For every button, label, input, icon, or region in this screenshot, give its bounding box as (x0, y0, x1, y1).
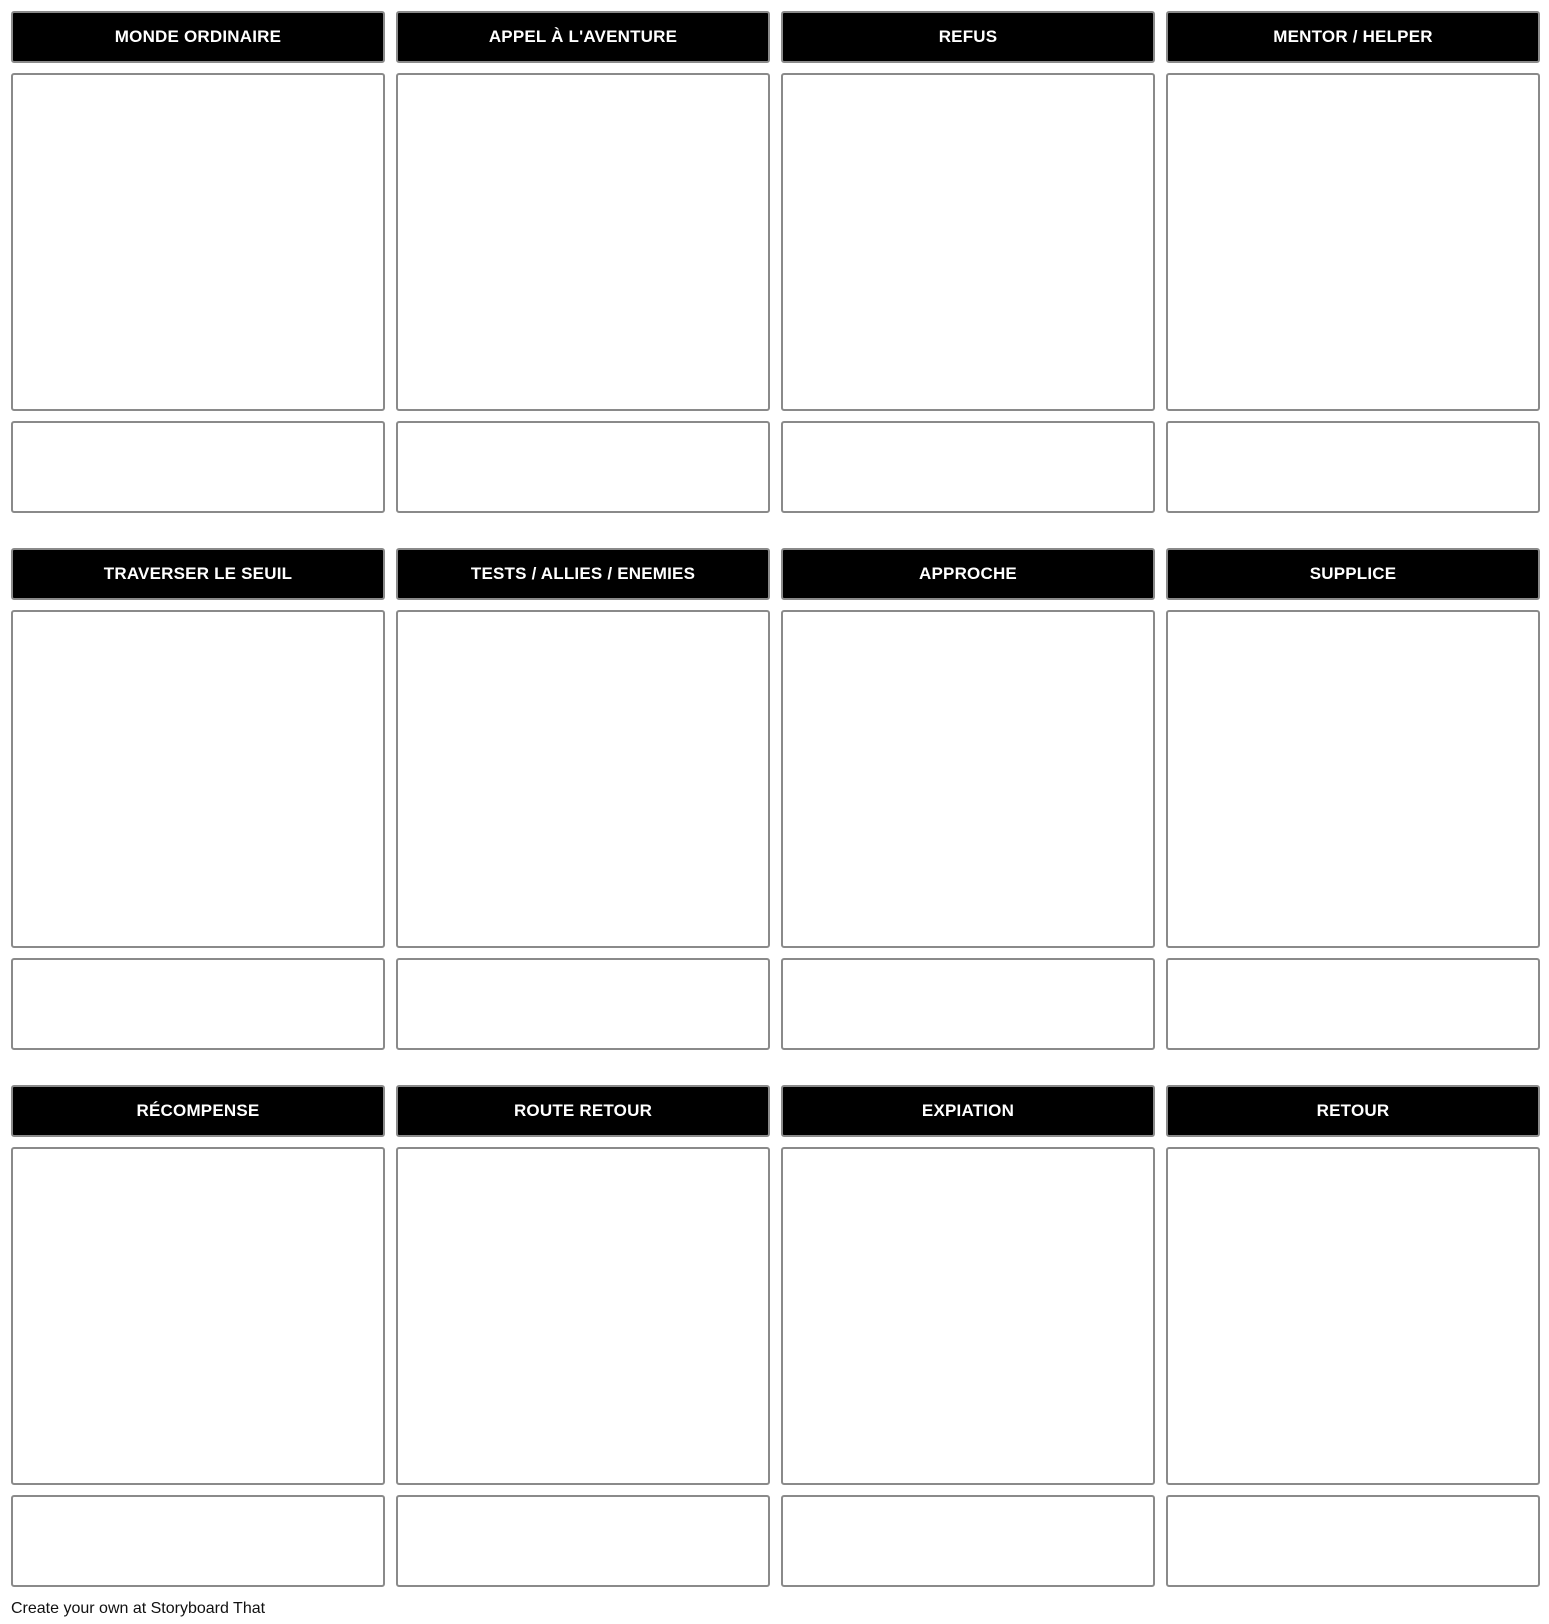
cell-title: RÉCOMPENSE (11, 1085, 385, 1137)
footer-credit: Create your own at Storyboard That (11, 1600, 266, 1617)
cell-description-area[interactable] (11, 1495, 385, 1587)
cell-title: TRAVERSER LE SEUIL (11, 548, 385, 600)
cell-scene-area[interactable] (11, 1147, 385, 1485)
cell-scene-area[interactable] (1166, 73, 1540, 411)
cell-title: REFUS (781, 11, 1155, 63)
cell-title: TESTS / ALLIES / ENEMIES (396, 548, 770, 600)
storyboard-cell (781, 548, 1155, 1050)
storyboard-cell (11, 11, 385, 513)
cell-description-area[interactable] (396, 1495, 770, 1587)
cell-title: EXPIATION (781, 1085, 1155, 1137)
storyboard-cell (11, 1085, 385, 1587)
cell-description-area[interactable] (1166, 958, 1540, 1050)
cell-description-area[interactable] (781, 958, 1155, 1050)
cell-title: ROUTE RETOUR (396, 1085, 770, 1137)
cell-description-area[interactable] (396, 421, 770, 513)
cell-description-area[interactable] (1166, 421, 1540, 513)
storyboard-cell (1166, 548, 1540, 1050)
storyboard-cell (1166, 1085, 1540, 1587)
storyboard-grid (11, 11, 1541, 1587)
cell-description-area[interactable] (781, 1495, 1155, 1587)
cell-title: RETOUR (1166, 1085, 1540, 1137)
cell-scene-area[interactable] (781, 1147, 1155, 1485)
cell-title: MENTOR / HELPER (1166, 11, 1540, 63)
cell-title: SUPPLICE (1166, 548, 1540, 600)
cell-scene-area[interactable] (396, 1147, 770, 1485)
cell-scene-area[interactable] (781, 610, 1155, 948)
cell-description-area[interactable] (11, 421, 385, 513)
storyboard-cell (781, 11, 1155, 513)
cell-description-area[interactable] (1166, 1495, 1540, 1587)
cell-scene-area[interactable] (1166, 610, 1540, 948)
cell-scene-area[interactable] (781, 73, 1155, 411)
cell-scene-area[interactable] (396, 73, 770, 411)
storyboard-cell (11, 548, 385, 1050)
storyboard-cell (781, 1085, 1155, 1587)
cell-scene-area[interactable] (396, 610, 770, 948)
storyboard-cell (396, 548, 770, 1050)
cell-scene-area[interactable] (11, 610, 385, 948)
cell-description-area[interactable] (11, 958, 385, 1050)
cell-description-area[interactable] (396, 958, 770, 1050)
storyboard-cell (1166, 11, 1540, 513)
cell-title: MONDE ORDINAIRE (11, 11, 385, 63)
storyboard-cell (396, 11, 770, 513)
cell-title: APPEL À L'AVENTURE (396, 11, 770, 63)
storyboard-cell (396, 1085, 770, 1587)
cell-title: APPROCHE (781, 548, 1155, 600)
cell-description-area[interactable] (781, 421, 1155, 513)
cell-scene-area[interactable] (11, 73, 385, 411)
cell-scene-area[interactable] (1166, 1147, 1540, 1485)
